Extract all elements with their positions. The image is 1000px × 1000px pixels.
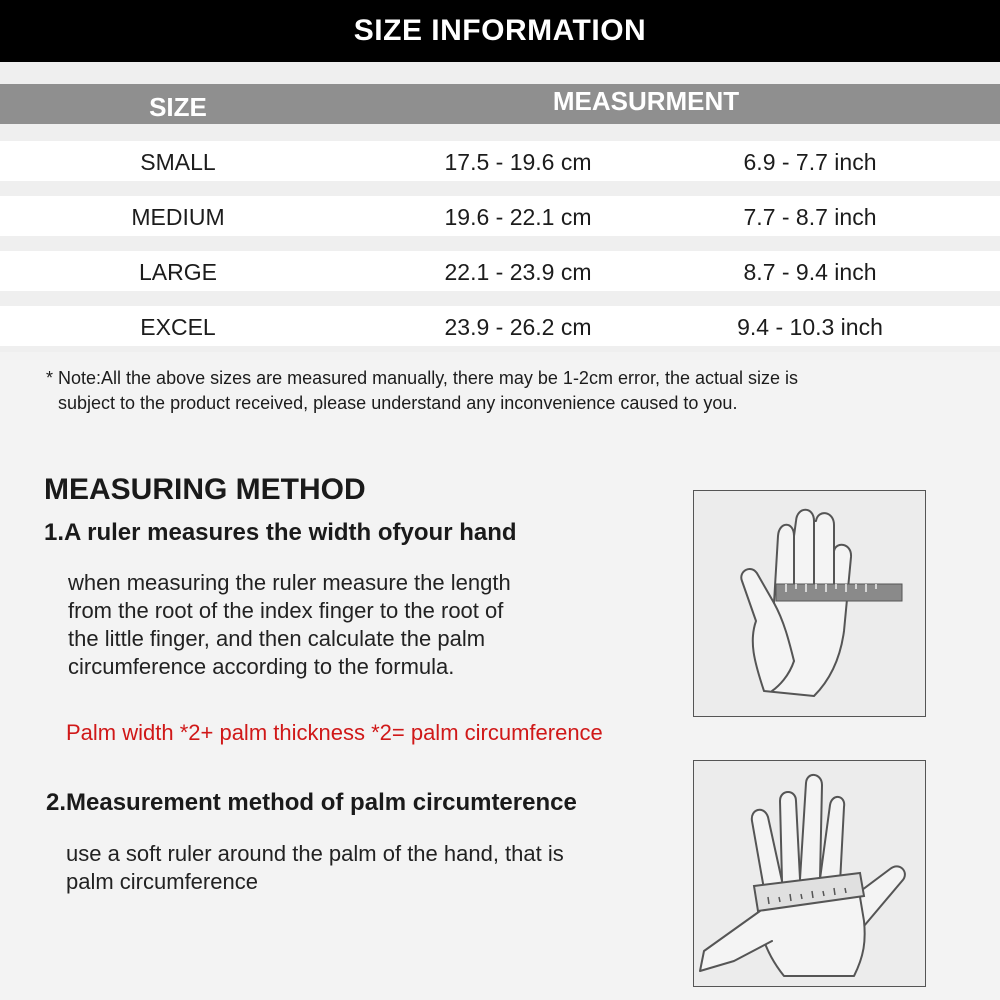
table-row: [0, 141, 1000, 181]
cell-inch: 9.4 - 10.3 inch: [737, 314, 883, 340]
page-title-bar: [0, 0, 1000, 62]
palm-formula: Palm width *2+ palm thickness *2= palm circumference: [66, 720, 603, 745]
cell-cm: 17.5 - 19.6 cm: [444, 149, 592, 175]
note-line-1: * Note:All the above sizes are measured manually, there may be 1-2cm error, the actual size is: [46, 368, 799, 388]
table-header: [0, 84, 1000, 124]
hand-ruler-width-icon: [693, 490, 926, 717]
size-note: [46, 366, 966, 416]
page-title: SIZE INFORMATION: [353, 14, 647, 47]
table-row: [0, 306, 1000, 346]
step1-line: circumference according to the formula.: [68, 654, 455, 679]
cell-inch: 6.9 - 7.7 inch: [743, 149, 877, 175]
method-title: MEASURING METHOD: [44, 473, 366, 506]
step2-title: 2.Measurement method of palm circumterence: [46, 789, 577, 816]
cell-size: SMALL: [140, 149, 216, 175]
cell-inch: 7.7 - 8.7 inch: [743, 204, 877, 230]
table-row: [0, 196, 1000, 236]
step1-line: from the root of the index finger to the root of: [68, 598, 504, 623]
step1-line: the little finger, and then calculate the palm: [68, 626, 486, 651]
cell-cm: 19.6 - 22.1 cm: [444, 204, 592, 230]
note-line-2: subject to the product received, please understand any inconvenience caused to you.: [58, 393, 738, 413]
cell-inch: 8.7 - 9.4 inch: [743, 259, 877, 285]
cell-size: EXCEL: [140, 314, 216, 340]
table-row: [0, 251, 1000, 291]
cell-cm: 23.9 - 26.2 cm: [444, 314, 592, 340]
cell-size: LARGE: [139, 259, 217, 285]
step1-description: [68, 569, 628, 681]
hand-soft-ruler-icon: [693, 760, 926, 987]
header-size: SIZE: [149, 92, 207, 122]
step2-line: palm circumference: [66, 869, 258, 894]
cell-cm: 22.1 - 23.9 cm: [444, 259, 592, 285]
step2-description: [66, 840, 646, 896]
header-measurement: MEASURMENT: [552, 86, 740, 116]
step1-line: when measuring the ruler measure the length: [68, 570, 511, 595]
step2-line: use a soft ruler around the palm of the hand, that is: [66, 841, 564, 866]
size-table: [0, 62, 1000, 352]
cell-size: MEDIUM: [131, 204, 225, 230]
step1-title: 1.A ruler measures the width ofyour hand: [44, 519, 517, 546]
